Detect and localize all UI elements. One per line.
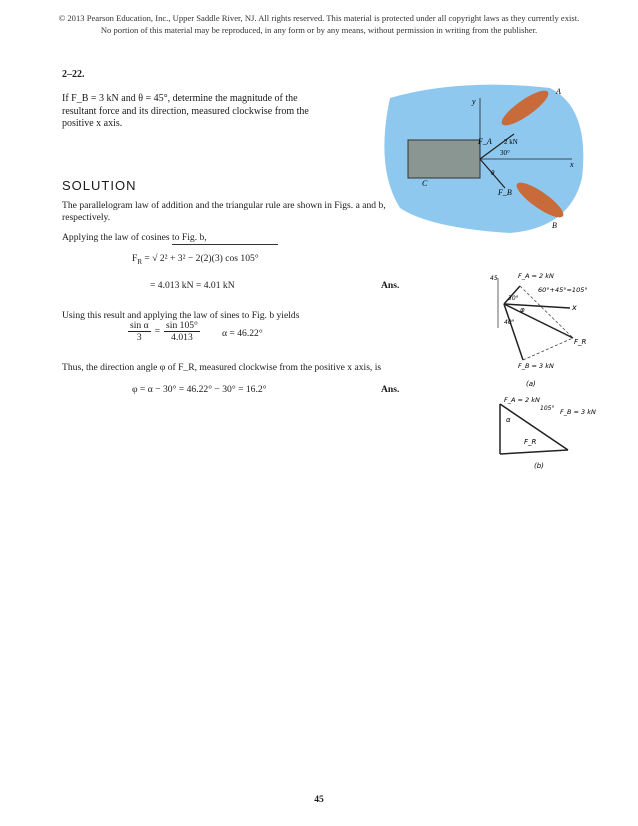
eq1-sub: R — [137, 257, 143, 266]
solution-intro: The parallelogram law of addition and the triangular rule are shown in Figs. a and b, respectively. — [62, 200, 386, 223]
fraction-left — [128, 320, 151, 343]
fig-a-caption: (a) — [526, 380, 536, 388]
fig-b-105-label: 105° — [540, 405, 555, 412]
fig-a-dash-2 — [523, 338, 573, 360]
problem-number: 2–22. — [62, 69, 85, 80]
fig1-x-label: x — [570, 160, 574, 169]
copyright-line-2: No portion of this material may be reproduced, in any form or by any means, without permission in writing from the publisher. — [100, 25, 538, 35]
fig1-a-label: A — [556, 87, 561, 96]
fig1-fb-label: F_B — [498, 188, 512, 197]
fig-b-fb-label: F_B = 3 kN — [560, 408, 596, 416]
fig-b-fr-label: F_R — [524, 438, 537, 446]
fig-a-phi-label: φ — [520, 306, 525, 314]
alpha-result: α = 46.22° — [222, 328, 263, 339]
fig1-theta-label: θ — [491, 169, 495, 177]
eq1-left: F — [132, 253, 138, 264]
frac-right-num: sin 105° — [166, 320, 198, 331]
equation-3: φ = α − 30° = 46.22° − 30° = 16.2° — [132, 384, 267, 395]
dock-box — [408, 140, 480, 178]
equation-2: = 4.013 kN = 4.01 kN — [150, 280, 235, 291]
fig-b-caption: (b) — [534, 462, 544, 470]
copyright-line-1: © 2013 Pearson Education, Inc., Upper Saddle River, NJ. All rights reserved. This material is protected under all copyright laws as they currently exist. — [58, 13, 580, 23]
fig-b-fr-line — [500, 450, 568, 454]
page-number: 45 — [314, 795, 324, 805]
frac-left-den: 3 — [136, 332, 142, 343]
fig-a-45-label: 45 — [490, 275, 498, 282]
direction-intro: Thus, the direction angle φ of F_R, measured clockwise from the positive x axis, is — [62, 362, 382, 373]
fig-a-fa-label: F_A = 2 kN — [518, 272, 554, 280]
cosines-intro: Applying the law of cosines to Fig. b, — [62, 232, 207, 243]
frac-right-den: 4.013 — [171, 332, 193, 343]
fraction-right — [164, 320, 200, 343]
solution-heading: SOLUTION — [62, 178, 137, 193]
equation-1 — [132, 253, 259, 266]
problem-statement: If F_B = 3 kN and θ = 45°, determine the magnitude of the resultant force and its direction, measured clockwise from the positive x axis. — [62, 93, 309, 129]
fig1-2kn-label: 2 kN — [504, 138, 518, 146]
fig1-y-label: y — [472, 97, 476, 106]
answer-label-1: Ans. — [381, 280, 400, 291]
figure-b — [488, 392, 612, 474]
fig1-30-label: 30° — [500, 149, 510, 157]
fig-b-alpha-label: α — [506, 416, 511, 424]
fig-a-40-label: 40° — [504, 319, 515, 326]
fig-b-fa-label: F_A = 2 kN — [504, 396, 540, 404]
sine-ratio — [128, 320, 200, 343]
equals-sign: = — [154, 326, 161, 337]
fig-a-30-label: 30° — [508, 295, 519, 302]
fig-a-angle-label: 60°+45°=105° — [538, 286, 588, 294]
fig-a-fr-line — [504, 304, 570, 308]
sines-intro: Using this result and applying the law of sines to Fig. b yields — [62, 310, 300, 321]
frac-left-num: sin α — [130, 320, 149, 331]
fig1-c-label: C — [422, 179, 428, 188]
fig-a-fr-label: F_R — [574, 338, 587, 346]
figure-a — [478, 268, 608, 390]
answer-label-2: Ans. — [381, 384, 400, 395]
fig-a-fb-label: F_B = 3 kN — [518, 362, 554, 370]
sqrt-bar — [172, 244, 278, 245]
eq1-right: = √ 2² + 3² − 2(2)(3) cos 105° — [142, 253, 259, 264]
fig1-fa-label: F_A — [478, 137, 492, 146]
fig-a-x-label: x — [572, 303, 577, 312]
fig1-b-label: B — [552, 221, 557, 230]
